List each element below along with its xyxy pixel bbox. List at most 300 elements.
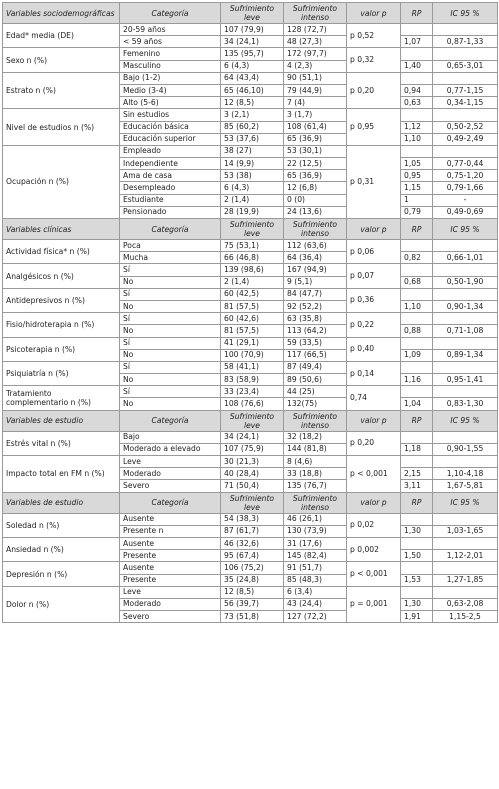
category-cell: Ausente [120, 562, 221, 574]
category-cell: Educación básica [120, 121, 221, 133]
rp-cell: 1,18 [401, 443, 433, 455]
p-value-cell: p < 0,001 [347, 456, 401, 493]
ci-cell: 0,63-2,08 [433, 598, 498, 610]
section-header-row [3, 219, 498, 240]
intense-value-cell: 9 (5,1) [284, 276, 347, 288]
category-cell: Presente n [120, 525, 221, 537]
ci-cell: 0,90-1,34 [433, 300, 498, 312]
ci-cell [433, 431, 498, 443]
ci-cell [433, 586, 498, 598]
mild-value-cell: 30 (21,3) [221, 456, 284, 468]
variable-name: Psicoterapia n (%) [3, 337, 120, 361]
variable-name: Estrato n (%) [3, 72, 120, 109]
mild-value-cell: 65 (46,10) [221, 84, 284, 96]
variable-name: Soledad n (%) [3, 513, 120, 537]
intense-value-cell: 92 (52,2) [284, 300, 347, 312]
p-value-cell: p < 0,001 [347, 562, 401, 586]
intense-value-cell: 132(75) [284, 398, 347, 410]
category-cell: 20-59 años [120, 24, 221, 36]
category-cell: No [120, 398, 221, 410]
intense-value-cell: 144 (81,8) [284, 443, 347, 455]
rp-cell [401, 145, 433, 157]
rp-cell: 1,12 [401, 121, 433, 133]
category-cell: Leve [120, 456, 221, 468]
variable-name: Tratamiento complementario n (%) [3, 386, 120, 410]
ci-cell: 0,66-1,01 [433, 252, 498, 264]
intense-value-cell: 127 (72,2) [284, 611, 347, 623]
rp-cell: 3,11 [401, 480, 433, 492]
category-cell: Moderado [120, 468, 221, 480]
category-cell: Presente [120, 574, 221, 586]
p-value-cell: p 0,32 [347, 48, 401, 72]
variable-name: Ansiedad n (%) [3, 537, 120, 561]
ci-cell: 1,03-1,65 [433, 525, 498, 537]
p-value-cell: p 0,31 [347, 145, 401, 218]
variable-name: Antidepresivos n (%) [3, 288, 120, 312]
intense-value-cell: 112 (63,6) [284, 240, 347, 252]
p-value-cell: p 0,36 [347, 288, 401, 312]
header-intense-suffering: Sufrimiento intenso [284, 3, 347, 24]
header-p-value: valor p [347, 492, 401, 513]
rp-cell: 0,68 [401, 276, 433, 288]
table-row [3, 109, 498, 121]
mild-value-cell: 71 (50,4) [221, 480, 284, 492]
ci-cell: 0,87-1,33 [433, 36, 498, 48]
mild-value-cell: 12 (8,5) [221, 586, 284, 598]
intense-value-cell: 65 (36,9) [284, 133, 347, 145]
ci-cell [433, 361, 498, 373]
intense-value-cell: 32 (18,2) [284, 431, 347, 443]
rp-cell: 1,91 [401, 611, 433, 623]
ci-cell: 0,75-1,20 [433, 170, 498, 182]
category-cell: Educación superior [120, 133, 221, 145]
section-header-row [3, 492, 498, 513]
header-ci: IC 95 % [433, 492, 498, 513]
ci-cell: 0,34-1,15 [433, 97, 498, 109]
category-cell: No [120, 349, 221, 361]
table-row [3, 240, 498, 252]
intense-value-cell: 0 (0) [284, 194, 347, 206]
variable-name: Estrés vital n (%) [3, 431, 120, 455]
variable-name: Actividad física* n (%) [3, 240, 120, 264]
intense-value-cell: 48 (27,3) [284, 36, 347, 48]
header-variable: Variables sociodemográficas [3, 3, 120, 24]
category-cell: Moderado a elevado [120, 443, 221, 455]
intense-value-cell: 53 (30,1) [284, 145, 347, 157]
section-header-row [3, 410, 498, 431]
rp-cell [401, 456, 433, 468]
rp-cell: 1,07 [401, 36, 433, 48]
table-row [3, 537, 498, 549]
variable-name: Analgésicos n (%) [3, 264, 120, 288]
category-cell: No [120, 300, 221, 312]
results-table [2, 2, 498, 623]
category-cell: < 59 años [120, 36, 221, 48]
ci-cell: 0,65-3,01 [433, 60, 498, 72]
ci-cell [433, 24, 498, 36]
header-intense-suffering: Sufrimiento intenso [284, 492, 347, 513]
mild-value-cell: 33 (23,4) [221, 386, 284, 398]
header-variable: Variables de estudio [3, 410, 120, 431]
ci-cell: 0,50-1,90 [433, 276, 498, 288]
category-cell: Ausente [120, 513, 221, 525]
mild-value-cell: 53 (37,6) [221, 133, 284, 145]
intense-value-cell: 3 (1,7) [284, 109, 347, 121]
rp-cell: 1,40 [401, 60, 433, 72]
intense-value-cell: 44 (25) [284, 386, 347, 398]
ci-cell: 0,49-2,49 [433, 133, 498, 145]
intense-value-cell: 87 (49,4) [284, 361, 347, 373]
ci-cell: 0,71-1,08 [433, 325, 498, 337]
rp-cell: 0,88 [401, 325, 433, 337]
header-category: Categoría [120, 410, 221, 431]
mild-value-cell: 54 (38,3) [221, 513, 284, 525]
mild-value-cell: 95 (67,4) [221, 550, 284, 562]
table-row [3, 72, 498, 84]
intense-value-cell: 79 (44,9) [284, 84, 347, 96]
intense-value-cell: 43 (24,4) [284, 598, 347, 610]
intense-value-cell: 63 (35,8) [284, 313, 347, 325]
intense-value-cell: 22 (12,5) [284, 158, 347, 170]
category-cell: Ausente [120, 537, 221, 549]
ci-cell [433, 337, 498, 349]
mild-value-cell: 139 (98,6) [221, 264, 284, 276]
mild-value-cell: 107 (75,9) [221, 443, 284, 455]
p-value-cell: 0,74 [347, 386, 401, 410]
table-row [3, 386, 498, 398]
category-cell: Sí [120, 337, 221, 349]
header-rp: RP [401, 410, 433, 431]
p-value-cell: p 0,20 [347, 431, 401, 455]
mild-value-cell: 6 (4,3) [221, 60, 284, 72]
header-intense-suffering: Sufrimiento intenso [284, 410, 347, 431]
category-cell: Masculino [120, 60, 221, 72]
p-value-cell: p 0,40 [347, 337, 401, 361]
rp-cell [401, 264, 433, 276]
rp-cell [401, 361, 433, 373]
ci-cell: 1,12-2,01 [433, 550, 498, 562]
rp-cell: 1,30 [401, 598, 433, 610]
intense-value-cell: 90 (51,1) [284, 72, 347, 84]
ci-cell [433, 145, 498, 157]
rp-cell [401, 288, 433, 300]
intense-value-cell: 4 (2,3) [284, 60, 347, 72]
intense-value-cell: 64 (36,4) [284, 252, 347, 264]
rp-cell [401, 562, 433, 574]
mild-value-cell: 2 (1,4) [221, 194, 284, 206]
header-mild-suffering: Sufrimiento leve [221, 219, 284, 240]
variable-name: Edad* media (DE) [3, 24, 120, 48]
category-cell: Alto (5-6) [120, 97, 221, 109]
results-table-body [3, 3, 498, 623]
ci-cell: 0,79-1,66 [433, 182, 498, 194]
table-row [3, 361, 498, 373]
mild-value-cell: 2 (1,4) [221, 276, 284, 288]
p-value-cell: p 0,52 [347, 24, 401, 48]
header-variable: Variables de estudio [3, 492, 120, 513]
table-row [3, 48, 498, 60]
intense-value-cell: 89 (50,6) [284, 374, 347, 386]
p-value-cell: p 0,07 [347, 264, 401, 288]
mild-value-cell: 107 (79,9) [221, 24, 284, 36]
mild-value-cell: 46 (32,6) [221, 537, 284, 549]
mild-value-cell: 6 (4,3) [221, 182, 284, 194]
ci-cell [433, 313, 498, 325]
ci-cell [433, 386, 498, 398]
ci-cell: 0,95-1,41 [433, 374, 498, 386]
ci-cell [433, 264, 498, 276]
mild-value-cell: 34 (24,1) [221, 431, 284, 443]
category-cell: Severo [120, 611, 221, 623]
mild-value-cell: 73 (51,8) [221, 611, 284, 623]
mild-value-cell: 12 (8,5) [221, 97, 284, 109]
intense-value-cell: 135 (76,7) [284, 480, 347, 492]
rp-cell: 1,53 [401, 574, 433, 586]
rp-cell [401, 313, 433, 325]
category-cell: No [120, 276, 221, 288]
intense-value-cell: 33 (18,8) [284, 468, 347, 480]
ci-cell: 0,50-2,52 [433, 121, 498, 133]
mild-value-cell: 87 (61,7) [221, 525, 284, 537]
variable-name: Psiquiatría n (%) [3, 361, 120, 385]
p-value-cell: p = 0,001 [347, 586, 401, 623]
header-rp: RP [401, 219, 433, 240]
header-ci: IC 95 % [433, 3, 498, 24]
variable-name: Fisio/hidroterapia n (%) [3, 313, 120, 337]
mild-value-cell: 81 (57,5) [221, 325, 284, 337]
intense-value-cell: 128 (72,7) [284, 24, 347, 36]
intense-value-cell: 117 (66,5) [284, 349, 347, 361]
ci-cell: 0,90-1,55 [433, 443, 498, 455]
intense-value-cell: 91 (51,7) [284, 562, 347, 574]
mild-value-cell: 58 (41,1) [221, 361, 284, 373]
p-value-cell: p 0,22 [347, 313, 401, 337]
intense-value-cell: 108 (61,4) [284, 121, 347, 133]
ci-cell: 0,89-1,34 [433, 349, 498, 361]
rp-cell: 1,16 [401, 374, 433, 386]
ci-cell [433, 537, 498, 549]
table-row [3, 264, 498, 276]
category-cell: Sí [120, 361, 221, 373]
ci-cell: 1,67-5,81 [433, 480, 498, 492]
rp-cell: 1,10 [401, 133, 433, 145]
rp-cell [401, 386, 433, 398]
rp-cell [401, 48, 433, 60]
mild-value-cell: 81 (57,5) [221, 300, 284, 312]
category-cell: Sí [120, 264, 221, 276]
ci-cell: 1,27-1,85 [433, 574, 498, 586]
category-cell: No [120, 374, 221, 386]
header-category: Categoría [120, 492, 221, 513]
rp-cell [401, 240, 433, 252]
mild-value-cell: 14 (9,9) [221, 158, 284, 170]
rp-cell [401, 24, 433, 36]
p-value-cell: p 0,14 [347, 361, 401, 385]
mild-value-cell: 64 (43,4) [221, 72, 284, 84]
category-cell: Estudiante [120, 194, 221, 206]
rp-cell [401, 109, 433, 121]
intense-value-cell: 46 (26,1) [284, 513, 347, 525]
ci-cell [433, 240, 498, 252]
intense-value-cell: 172 (97,7) [284, 48, 347, 60]
p-value-cell: p 0,06 [347, 240, 401, 264]
category-cell: Severo [120, 480, 221, 492]
category-cell: Bajo [120, 431, 221, 443]
rp-cell [401, 586, 433, 598]
header-ci: IC 95 % [433, 410, 498, 431]
intense-value-cell: 59 (33,5) [284, 337, 347, 349]
section-header-row [3, 3, 498, 24]
header-p-value: valor p [347, 410, 401, 431]
ci-cell: 0,83-1,30 [433, 398, 498, 410]
category-cell: Mucha [120, 252, 221, 264]
intense-value-cell: 24 (13,6) [284, 206, 347, 218]
rp-cell [401, 72, 433, 84]
category-cell: Bajo (1-2) [120, 72, 221, 84]
rp-cell: 1,30 [401, 525, 433, 537]
header-intense-suffering: Sufrimiento intenso [284, 219, 347, 240]
intense-value-cell: 85 (48,3) [284, 574, 347, 586]
intense-value-cell: 7 (4) [284, 97, 347, 109]
rp-cell: 0,79 [401, 206, 433, 218]
intense-value-cell: 31 (17,6) [284, 537, 347, 549]
category-cell: Sí [120, 313, 221, 325]
header-p-value: valor p [347, 3, 401, 24]
p-value-cell: p 0,20 [347, 72, 401, 109]
mild-value-cell: 56 (39,7) [221, 598, 284, 610]
category-cell: Medio (3-4) [120, 84, 221, 96]
table-row [3, 586, 498, 598]
ci-cell: 0,77-1,15 [433, 84, 498, 96]
variable-name: Depresión n (%) [3, 562, 120, 586]
category-cell: Empleado [120, 145, 221, 157]
ci-cell: - [433, 194, 498, 206]
header-p-value: valor p [347, 219, 401, 240]
rp-cell: 1,05 [401, 158, 433, 170]
rp-cell: 0,63 [401, 97, 433, 109]
ci-cell [433, 513, 498, 525]
category-cell: Ama de casa [120, 170, 221, 182]
mild-value-cell: 38 (27) [221, 145, 284, 157]
rp-cell [401, 431, 433, 443]
category-cell: Pensionado [120, 206, 221, 218]
intense-value-cell: 130 (73,9) [284, 525, 347, 537]
category-cell: Sí [120, 386, 221, 398]
rp-cell [401, 337, 433, 349]
table-row [3, 145, 498, 157]
category-cell: Moderado [120, 598, 221, 610]
rp-cell: 1,10 [401, 300, 433, 312]
p-value-cell: p 0,02 [347, 513, 401, 537]
header-mild-suffering: Sufrimiento leve [221, 410, 284, 431]
intense-value-cell: 6 (3,4) [284, 586, 347, 598]
category-cell: Presente [120, 550, 221, 562]
header-rp: RP [401, 3, 433, 24]
rp-cell: 0,82 [401, 252, 433, 264]
table-row [3, 288, 498, 300]
mild-value-cell: 83 (58,9) [221, 374, 284, 386]
header-variable: Variables clínicas [3, 219, 120, 240]
category-cell: No [120, 325, 221, 337]
mild-value-cell: 85 (60,2) [221, 121, 284, 133]
header-mild-suffering: Sufrimiento leve [221, 492, 284, 513]
ci-cell: 1,10-4,18 [433, 468, 498, 480]
rp-cell: 1 [401, 194, 433, 206]
table-row [3, 513, 498, 525]
table-row [3, 431, 498, 443]
mild-value-cell: 40 (28,4) [221, 468, 284, 480]
rp-cell [401, 513, 433, 525]
variable-name: Ocupación n (%) [3, 145, 120, 218]
mild-value-cell: 28 (19,9) [221, 206, 284, 218]
category-cell: Femenino [120, 48, 221, 60]
ci-cell: 1,15-2,5 [433, 611, 498, 623]
ci-cell [433, 288, 498, 300]
mild-value-cell: 34 (24,1) [221, 36, 284, 48]
mild-value-cell: 135 (95,7) [221, 48, 284, 60]
rp-cell: 0,95 [401, 170, 433, 182]
rp-cell: 1,04 [401, 398, 433, 410]
header-mild-suffering: Sufrimiento leve [221, 3, 284, 24]
intense-value-cell: 65 (36,9) [284, 170, 347, 182]
mild-value-cell: 60 (42,5) [221, 288, 284, 300]
table-row [3, 337, 498, 349]
table-row [3, 562, 498, 574]
p-value-cell: p 0,95 [347, 109, 401, 146]
category-cell: Independiente [120, 158, 221, 170]
ci-cell [433, 48, 498, 60]
rp-cell: 1,09 [401, 349, 433, 361]
ci-cell [433, 562, 498, 574]
header-category: Categoría [120, 219, 221, 240]
ci-cell [433, 72, 498, 84]
category-cell: Sí [120, 288, 221, 300]
header-category: Categoría [120, 3, 221, 24]
category-cell: Leve [120, 586, 221, 598]
mild-value-cell: 60 (42,6) [221, 313, 284, 325]
ci-cell: 0,77-0,44 [433, 158, 498, 170]
intense-value-cell: 113 (64,2) [284, 325, 347, 337]
ci-cell: 0,49-0,69 [433, 206, 498, 218]
rp-cell: 1,50 [401, 550, 433, 562]
header-ci: IC 95 % [433, 219, 498, 240]
table-row [3, 456, 498, 468]
mild-value-cell: 106 (75,2) [221, 562, 284, 574]
table-row [3, 24, 498, 36]
header-rp: RP [401, 492, 433, 513]
table-row [3, 313, 498, 325]
mild-value-cell: 53 (38) [221, 170, 284, 182]
rp-cell [401, 537, 433, 549]
variable-name: Nivel de estudios n (%) [3, 109, 120, 146]
mild-value-cell: 100 (70,9) [221, 349, 284, 361]
mild-value-cell: 66 (46,8) [221, 252, 284, 264]
category-cell: Desempleado [120, 182, 221, 194]
intense-value-cell: 8 (4,6) [284, 456, 347, 468]
intense-value-cell: 12 (6,8) [284, 182, 347, 194]
ci-cell [433, 109, 498, 121]
variable-name: Sexo n (%) [3, 48, 120, 72]
rp-cell: 0,94 [401, 84, 433, 96]
variable-name: Dolor n (%) [3, 586, 120, 623]
rp-cell: 1,15 [401, 182, 433, 194]
mild-value-cell: 41 (29,1) [221, 337, 284, 349]
mild-value-cell: 75 (53,1) [221, 240, 284, 252]
intense-value-cell: 167 (94,9) [284, 264, 347, 276]
variable-name: Impacto total en FM n (%) [3, 456, 120, 493]
intense-value-cell: 84 (47,7) [284, 288, 347, 300]
ci-cell [433, 456, 498, 468]
